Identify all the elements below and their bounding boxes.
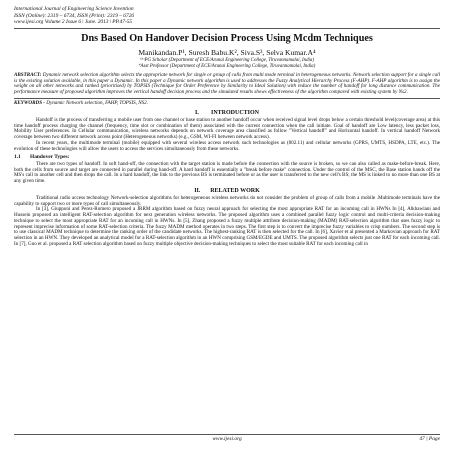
paragraph: There are two types of handoff. In soft hand-off, the connection with the target station is made before the connection with the source is broken, so we can also called as make-before-break. Here, both the cells from source and target are connected in parallel during hand-off. A hard handoff is essentially a "break before make" connection. Under the control of the MSC, the Base station hands off the MS's call to another cell and then drops the call. In a hard handoff, the link to the previous BS is terminated before or as the user is transferred to the new cell's BS; the MS is linked to no more than one BS at any given time. [14, 160, 440, 185]
abstract-divider [14, 98, 440, 99]
paper-page [14, 6, 440, 248]
abstract-text: Dynamic network selection algorithm selects the appropriate network for single or group of calls from multi mode terminal in heterogeneous networks. Network selection support for a single call is the existing solution available, in this paper a Dynamic. In this paper a Dynamic network algorithm is used to addresses the Fuzzy Analytical Hierarchy Process (F-AHP). F-AHP algorithm is to assign the weight on all other networks and ranked (prioritised) by TOPSIS (Technique for Order Preference by Similarity to Ideal Solution) with reduce the number of handoff for long distance communication. The performance measure of proposed algorithm improves the vertical handoff decision process and the simulated results shows effectiveness of the algorithm compared with existing system by Ns2. [14, 71, 440, 96]
section-heading-introduction [14, 110, 440, 117]
section-title: RELATED WORK [210, 187, 260, 194]
author-list: Manikandan.P¹, Suresh Babu.K², Siva.S³, Selva Kumar.A⁴ [138, 48, 316, 58]
paragraph: Handoff is the process of transferring a mobile user from one channel or base station to another handoff occur when received signal level drops below a certain threshold level(coverage area) at this time handoff process charging the channel (frequency, time slot or combination of them) associated with the current connection when the call initiate. Goal of handoff are Low latency, less packet loss, Mobility User preferences. In Cellular communication, wireless networks depends on network coverage area classified as follow "Vertical handoff" and Horizontal handoff. In vertical handoff Network coverage between two different network access point (Heterogeneous networks) (e.g., GSM, WI-FI between network access). [14, 116, 440, 141]
keywords-label: KEYWORDS - [14, 99, 45, 106]
page-number: 47 | Page [419, 436, 440, 442]
journal-header [14, 6, 440, 26]
abstract-label: ABSTRACT: [14, 71, 42, 78]
keywords-text: Dynamic Network selection, FAHP, TOPSIS, NS2. [46, 99, 149, 106]
keywords [14, 100, 440, 106]
journal-name: International Journal of Engineering Science Invention [14, 6, 134, 12]
paragraph: In [3], Giupponi and Perez-Romero proposed a JRRM algorithm based on fuzzy neural approach for selecting the most appropriate RAT for an incoming call in HWNs In [4], Alkhawlani and Hussein proposed an intelligent RAT-selection algorithm for next generation wireless networks. The proposed algorithm uses a combined parallel fuzzy logic control and multi-criteria decision-making technique to select the most appropriate RAT for an incoming call in HWNs. In [5], Zhang proposed a fuzzy multiple attribute decision-making (MADM) RAT-selection algorithm that uses fuzzy logic to represent imprecise information of some RAT-selection criteria. The fuzzy MADM method operates in two steps. The first step is to convert the imprecise fuzzy variables to crisp numbers. The second step is to use classical MADM technique to determine the ranking order of the candidate networks. The highest-ranking RAT is then selected for the call. In [6], Xavier et al presented a Markovian approach for RAT selection in an HWN. They developed an analytical model for a RAT-selection algorithm in an HWN comprising GSM/EGDE and UMTS. The proposed algorithm selects just one RAT for each incoming call. In [7], Guo et al. proposed a RAT selection algorithm based on fuzzy multiple objective decision-making techniques to select the most suitable RAT for each incoming call in [14, 206, 440, 247]
section-number: II. [194, 187, 201, 194]
footer-url: www.ijesi.org [212, 436, 242, 442]
affiliation-1: ¹ʲʳʴPG Scholar (Department of ECE/Arunai Engineering College, Tiruvannamalai, India) [140, 58, 314, 64]
section-title: INTRODUCTION [210, 109, 259, 116]
subsection-heading-handover-types [14, 154, 440, 161]
journal-issn: ISSN (Online): 2319 – 6734, ISSN (Print): 2319 – 6726 [14, 12, 135, 19]
subsection-number: 1.1 [14, 154, 21, 161]
section-number: I. [194, 109, 199, 116]
abstract [14, 73, 440, 96]
affiliation-2: ⁴Asst Professor (Department of ECE/Arunai Engineering College, Tiruvannamalai, India) [138, 63, 316, 69]
paragraph: Traditional radio access technology Network-selection algorithms for heterogeneous wireless networks do not consider the problem of group of calls from a mobile .Multimode terminals have the capability to support two or more types of call simultaneously. [14, 194, 440, 207]
footer-divider [14, 434, 440, 435]
subsection-title: Handover Types: [30, 154, 70, 161]
paper-title: Dns Based On Handover Decision Process Using Mcdm Techniques [81, 32, 373, 44]
paragraph: In recent years, the multimode terminal (mobile) equipped with several wireless access network such technologies as (802.11) and cellular networks (GPRS, UMTS, HSDPA, LTE, etc.). The evolution of these technologies will allow the users to access the services simultaneously from these networks. [14, 139, 440, 152]
header-divider [14, 28, 440, 29]
section-heading-related-work [14, 188, 440, 195]
journal-volume: www.ijesi.org Volume 2 Issue 6 ǀ June. 2013 ǀ PP.47-55 [14, 19, 133, 26]
